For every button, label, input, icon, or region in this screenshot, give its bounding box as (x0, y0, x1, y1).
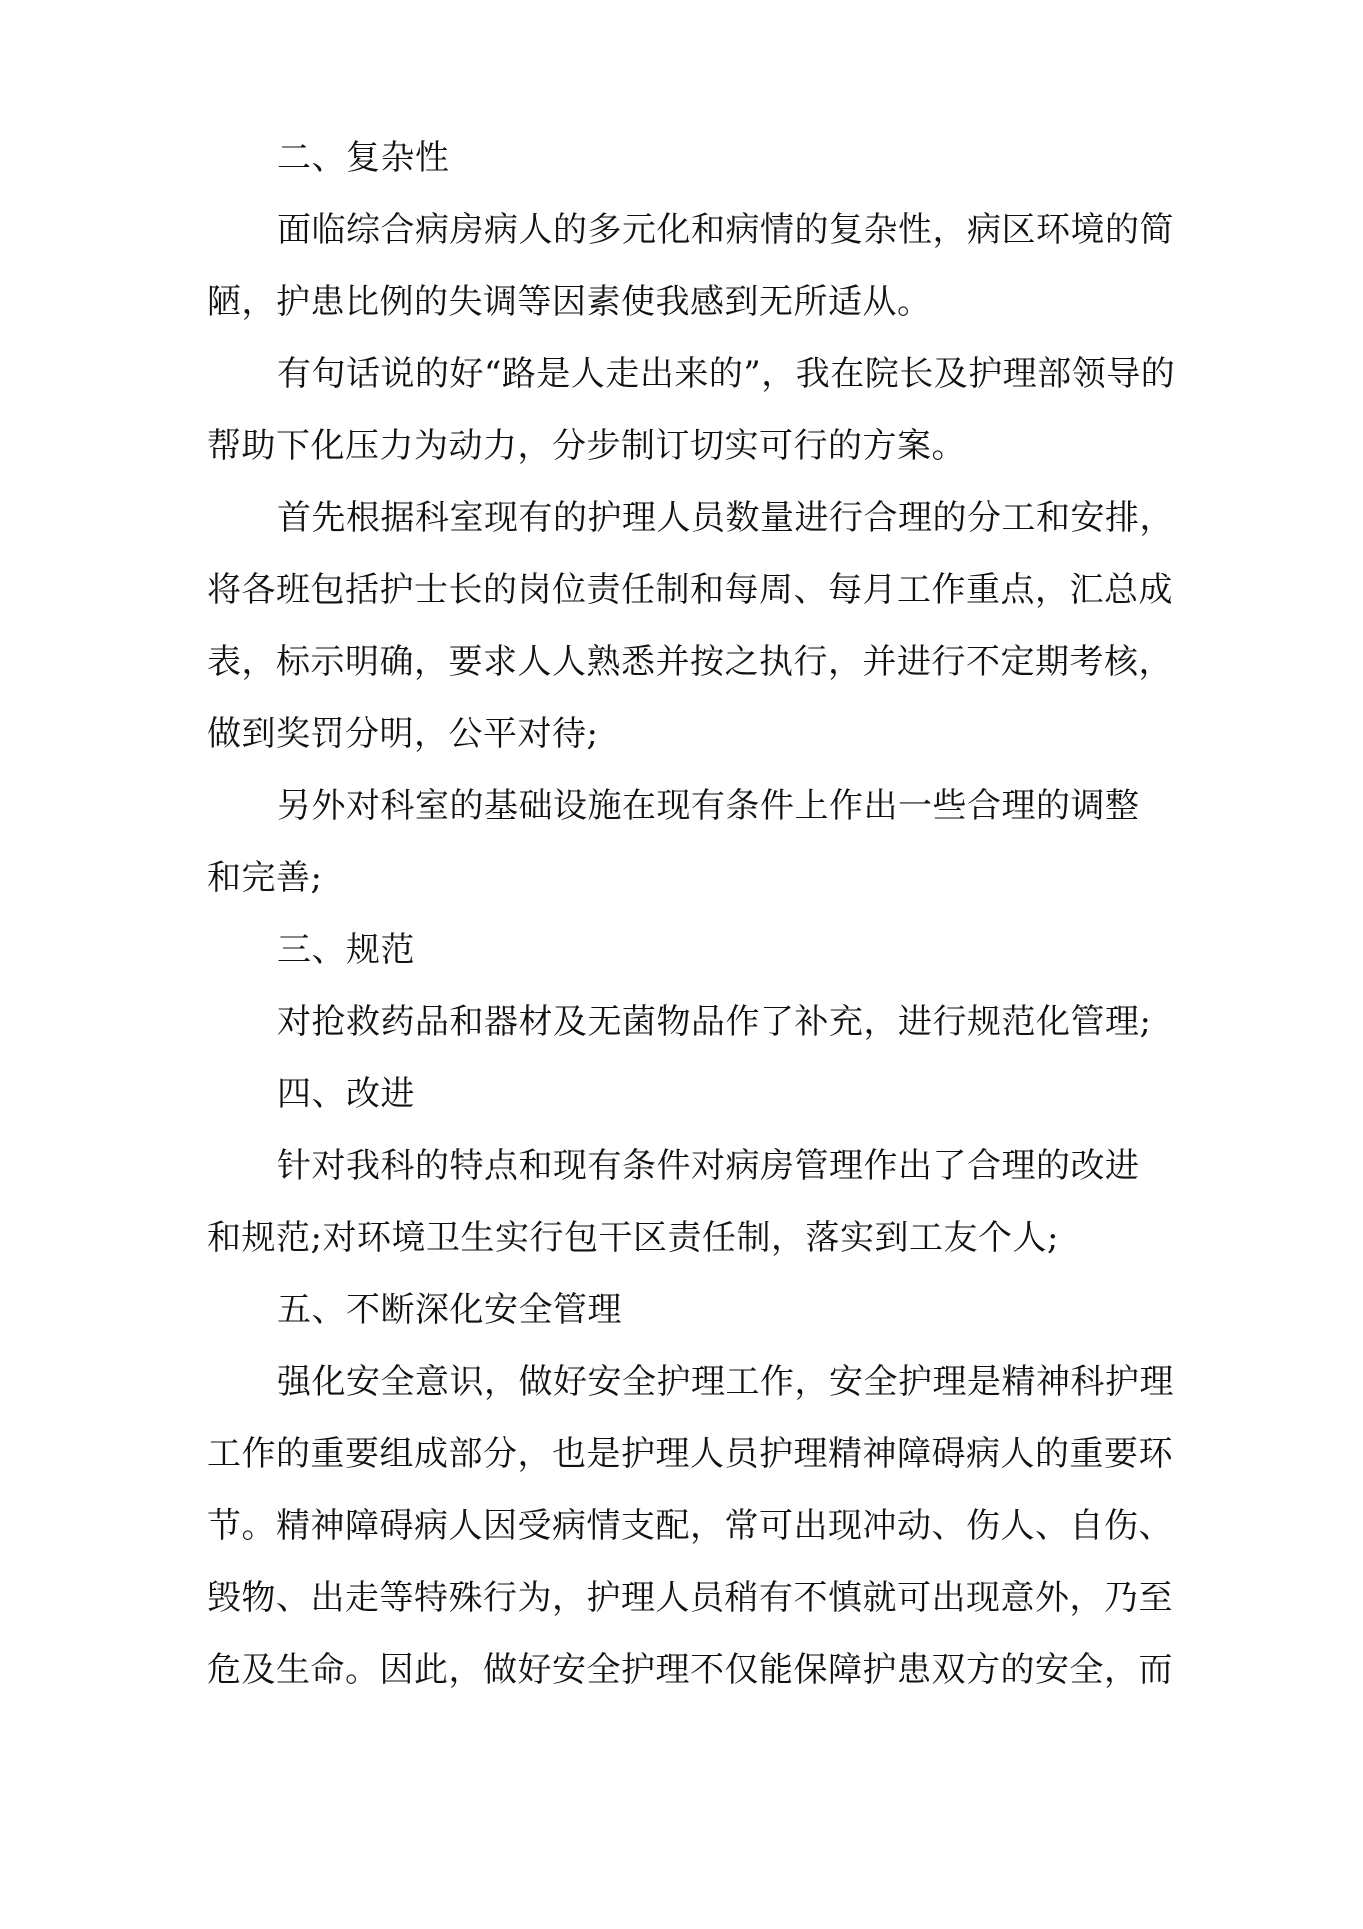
paragraph-line: 另外对科室的基础设施在现有条件上作出一些合理的调整 (277, 786, 1140, 826)
paragraph-line: 强化安全意识，做好安全护理工作，安全护理是精神科护理 (277, 1362, 1174, 1402)
paragraph-line: 做到奖罚分明，公平对待; (207, 714, 599, 754)
paragraph-line: 工作的重要组成部分，也是护理人员护理精神障碍病人的重要环 (207, 1434, 1173, 1474)
paragraph-line: 和完善; (207, 858, 323, 898)
paragraph-line: 危及生命。因此，做好安全护理不仅能保障护患双方的安全，而 (207, 1650, 1173, 1690)
paragraph-line: 毁物、出走等特殊行为，护理人员稍有不慎就可出现意外，乃至 (207, 1578, 1173, 1618)
paragraph-line: 面临综合病房病人的多元化和病情的复杂性，病区环境的简 (277, 210, 1174, 250)
document-body (207, 122, 1207, 1706)
section-heading-improvement: 四、改进 (277, 1074, 415, 1114)
paragraph-line: 对抢救药品和器材及无菌物品作了补充，进行规范化管理; (277, 1002, 1152, 1042)
section-heading-complexity: 二、复杂性 (277, 138, 450, 178)
section-heading-safety-management: 五、不断深化安全管理 (277, 1290, 622, 1330)
paragraph-line: 节。精神障碍病人因受病情支配，常可出现冲动、伤人、自伤、 (207, 1506, 1173, 1546)
paragraph-line: 首先根据科室现有的护理人员数量进行合理的分工和安排， (277, 498, 1174, 538)
paragraph-line: 帮助下化压力为动力，分步制订切实可行的方案。 (207, 426, 966, 466)
paragraph-line: 针对我科的特点和现有条件对病房管理作出了合理的改进 (277, 1146, 1140, 1186)
paragraph-line: 表，标示明确，要求人人熟悉并按之执行，并进行不定期考核， (207, 642, 1173, 682)
paragraph-line: 陋，护患比例的失调等因素使我感到无所适从。 (207, 282, 932, 322)
paragraph-line: 将各班包括护士长的岗位责任制和每周、每月工作重点，汇总成 (207, 570, 1173, 610)
paragraph-line: 和规范;对环境卫生实行包干区责任制，落实到工友个人; (207, 1218, 1059, 1258)
section-heading-standardization: 三、规范 (277, 930, 415, 970)
paragraph-line: 有句话说的好“路是人走出来的”，我在院长及护理部领导的 (277, 354, 1176, 394)
